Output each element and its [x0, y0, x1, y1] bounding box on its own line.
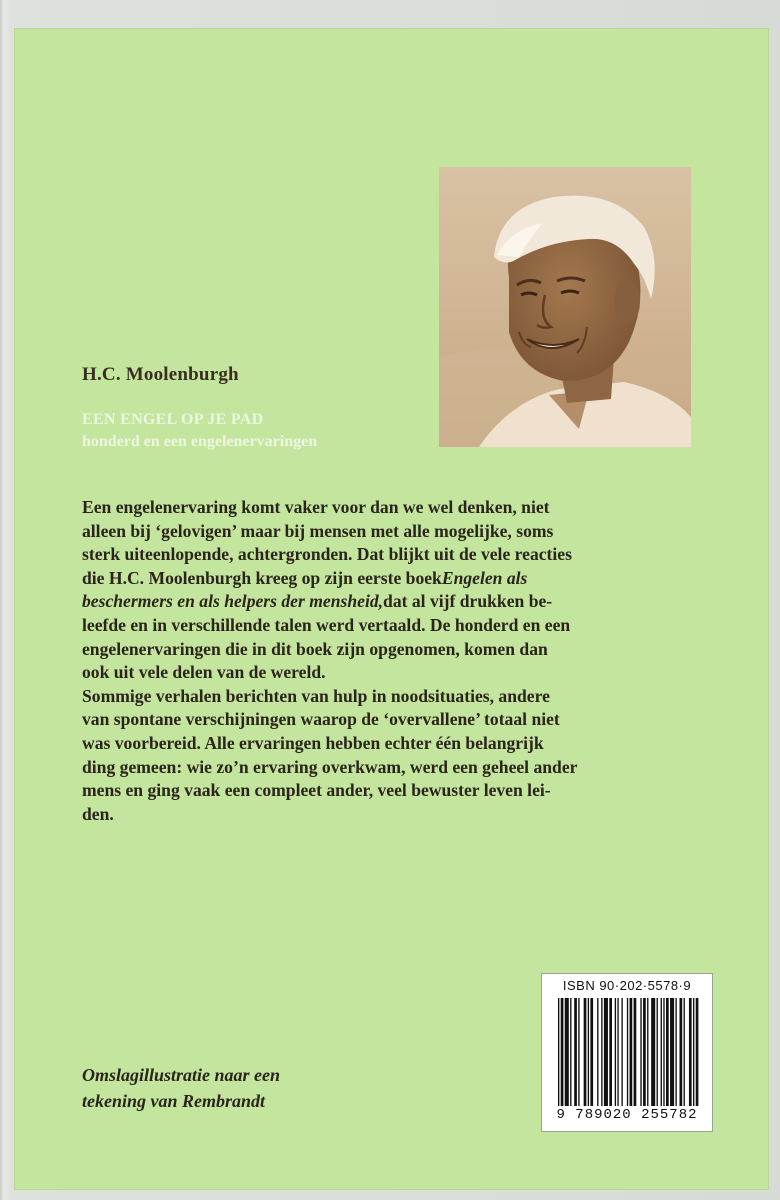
barcode-number: 9 789020 255782 — [556, 1107, 698, 1123]
barcode-bar — [651, 998, 655, 1106]
book-back-cover — [14, 28, 769, 1190]
barcode-bar — [680, 998, 683, 1106]
barcode-bar — [670, 998, 674, 1106]
blurb-line: engelenervaringen die in dit boek zijn opgenomen, komen dan — [82, 638, 548, 659]
blurb-line: ding gemeen: wie zo’n ervaring overkwam, werd een geheel ander — [82, 756, 578, 777]
barcode-bar — [627, 998, 628, 1106]
barcode-bar — [661, 998, 662, 1106]
barcode-bar — [663, 998, 664, 1106]
barcode-bar — [558, 998, 559, 1106]
barcode-bar — [630, 998, 633, 1106]
barcode-bar — [604, 998, 608, 1106]
barcode-bar — [675, 998, 676, 1106]
barcode-bar — [570, 998, 571, 1106]
book-title: EEN ENGEL OP JE PAD — [82, 411, 264, 428]
barcode-bar — [647, 998, 648, 1106]
barcode-bar — [588, 998, 589, 1106]
barcode-bar — [634, 998, 637, 1106]
barcode-bar — [584, 998, 587, 1106]
barcode-bar — [696, 998, 699, 1106]
blurb-line: Sommige verhalen berichten van hulp in noodsituaties, andere — [82, 685, 550, 706]
barcode-bar — [590, 998, 593, 1106]
barcode-bar — [684, 998, 685, 1106]
barcode-bar — [601, 998, 602, 1106]
barcode-bar — [621, 998, 622, 1106]
blurb-text — [82, 496, 710, 826]
barcode-bar — [597, 998, 598, 1106]
barcode-bar — [609, 998, 612, 1106]
barcode-bar — [565, 998, 569, 1106]
book-reference-italic: beschermers en als helpers der mensheid, — [82, 591, 384, 612]
isbn-barcode-label — [541, 973, 713, 1132]
blurb-line: was voorbereid. Alle ervaringen hebben echter één belangrijk — [82, 732, 544, 753]
blurb-line: beschermers en als helpers der mensheid, dat al vijf drukken be- — [82, 590, 710, 614]
blurb-line: van spontane verschijningen waarop de ‘overvallene’ totaal niet — [82, 709, 560, 730]
barcode-bar — [578, 998, 579, 1106]
barcode-bar — [693, 998, 694, 1106]
blurb-line: den. — [82, 803, 114, 824]
credit-line: Omslagillustratie naar een — [82, 1065, 281, 1085]
credit-line: tekening van Rembrandt — [82, 1091, 266, 1111]
barcode-bar — [689, 998, 692, 1106]
blurb-line: die H.C. Moolenburgh kreeg op zijn eerste boek Engelen als — [82, 567, 710, 591]
blurb-line: mens en ging vaak een compleet ander, veel bewuster leven lei- — [82, 780, 551, 801]
isbn-text: ISBN 90·202·5578·9 — [562, 978, 692, 993]
cover-illustration-credit — [82, 1062, 280, 1114]
blurb-line: sterk uiteenlopende, achtergronden. Dat blijkt uit de vele reacties — [82, 544, 572, 565]
barcode-bar — [574, 998, 577, 1106]
barcode-bar — [615, 998, 616, 1106]
author-portrait-photo — [439, 167, 691, 447]
barcode-bar — [657, 998, 658, 1106]
barcode-bar — [643, 998, 646, 1106]
book-subtitle: honderd en een engelenervaringen — [82, 433, 318, 450]
barcode — [556, 998, 706, 1106]
blurb-line: Een engelenervaring komt vaker voor dan we wel denken, niet — [82, 497, 550, 517]
author-name: H.C. Moolenburgh — [82, 364, 239, 385]
book-reference-italic: Engelen als — [441, 567, 528, 588]
blurb-line: leefde en in verschillende talen werd vertaald. De honderd en een — [82, 614, 571, 635]
barcode-bar — [617, 998, 618, 1106]
barcode-bar — [666, 998, 669, 1106]
barcode-bar — [561, 998, 564, 1106]
blurb-line: ook uit vele delen van de wereld. — [82, 662, 326, 683]
barcode-bar — [640, 998, 641, 1106]
blurb-line: alleen bij ‘gelovigen’ maar bij mensen met alle mogelijke, soms — [82, 520, 554, 541]
